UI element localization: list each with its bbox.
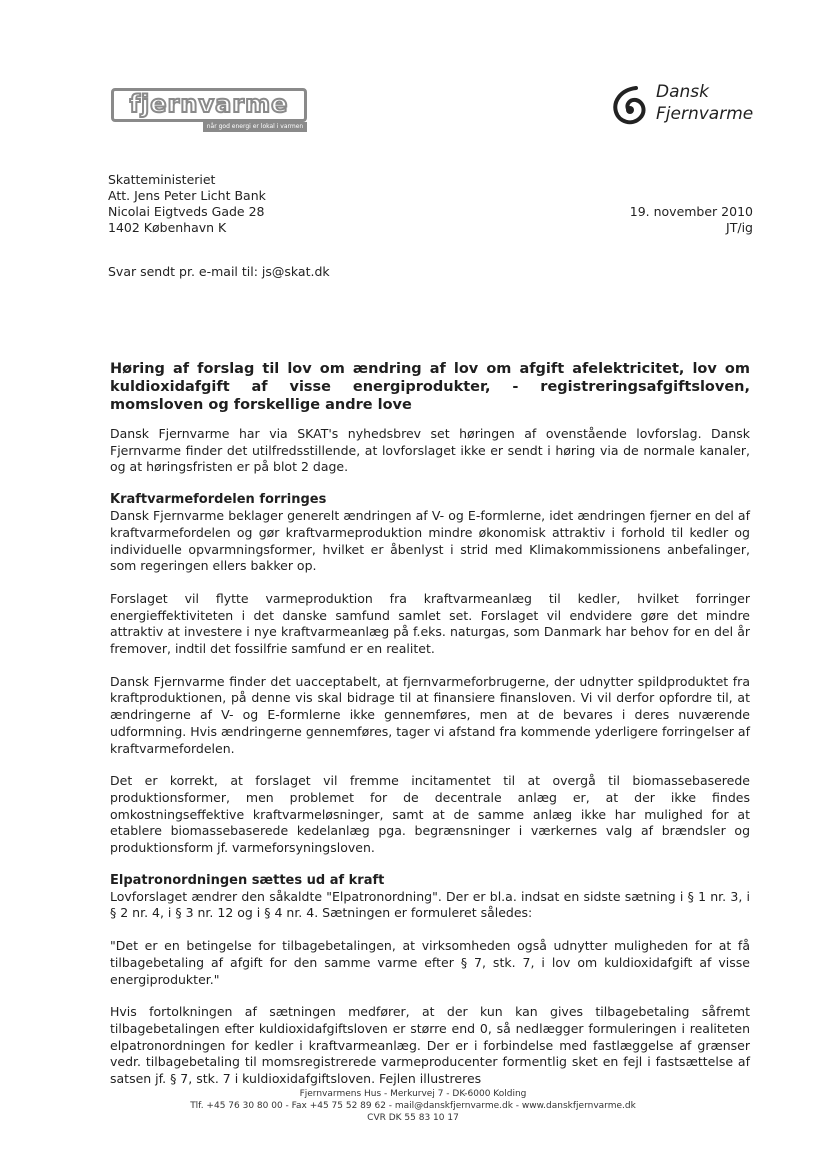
section-heading-elpatron: Elpatronordningen sættes ud af kraft <box>110 872 385 888</box>
date-block <box>630 204 753 236</box>
recipient-address <box>108 172 266 236</box>
paragraph: Hvis fortolkningen af sætningen medfører, at der kun kan gives tilbagebetaling såfremt tilbagebetalingen efter kuldioxidafgiftsloven er større end 0, så nedlægger formuleringen i realiteten elpatronordningen for kedler i kraftvarmeanlæg. Der er i forbindelse med fastlæggelse af grænser vedr. tilbagebetaling til momsregistrerede varmeproducenter formentlig sket en fejl i fastsættelse af satsen jf. § 7, stk. 7 i kuldioxidafgiftsloven. Fejlen illustreres <box>110 1004 750 1087</box>
letter-footer <box>0 1088 826 1124</box>
address-line: Nicolai Eigtveds Gade 28 <box>108 204 265 219</box>
letter-title: Høring af forslag til lov om ændring af lov om afgift afelektricitet, lov om kuldioxidafgift af visse energiprodukter, - registreringsafgiftsloven, momsloven og forskellige andre love <box>110 361 750 413</box>
paragraph: Forslaget vil flytte varmeproduktion fra kraftvarmeanlæg til kedler, hvilket forringer energieffektiviteten i det danske samfund samlet set. Forslaget vil endvidere gøre det mindre attraktiv at investere i nye kraftvarmeanlæg på f.eks. naturgas, som Danmark har behov for en del år fremover, indtil det fossilfrie samfund er en realitet. <box>110 590 750 657</box>
letter-body <box>110 360 750 1088</box>
swirl-logo-icon <box>610 84 650 128</box>
section-heading-kraftvarme: Kraftvarmefordelen forringes <box>110 492 327 508</box>
paragraph: Det er korrekt, at forslaget vil fremme incitamentet til at overgå til biomassebaserede produktionsformer, men problemet for de decentrale anlæg er, at der ikke findes omkostningseffektive kraftvarmeløsninger, samt at de samme anlæg ikke har mulighed for at etablere biomassebaserede kedelanlæg pga. begrænsninger i værkernes valg af brændsler og produktionsform jf. varmeforsyningsloven. <box>110 773 750 856</box>
quote-paragraph: "Det er en betingelse for tilbagebetalingen, at virksomheden også udnytter muligheden for at få tilbagebetaling af afgift for den samme varme efter § 7, stk. 7, i lov om kuldioxidafgift af visse energiprodukter." <box>110 938 750 987</box>
paragraph: Lovforslaget ændrer den såkaldte "Elpatronordning". Der er bl.a. indsat en sidste sætning i § 1 nr. 3, i § 2 nr. 4, i § 3 nr. 12 og i § 4 nr. 4. Sætningen er formuleret således: <box>110 888 750 921</box>
address-line: 1402 København K <box>108 220 227 235</box>
address-line: Skatteministeriet <box>108 172 216 187</box>
logo-text-dansk: Dansk <box>656 82 709 102</box>
fjernvarme-logo <box>111 88 307 134</box>
logo-text-fjernvarme: Fjernvarme <box>656 104 754 124</box>
footer-address: Fjernvarmens Hus - Merkurvej 7 - DK-6000 Kolding <box>299 1089 527 1099</box>
dansk-fjernvarme-logo <box>610 78 760 134</box>
letter-date: 19. november 2010 <box>629 204 753 219</box>
footer-cvr: CVR DK 55 83 10 17 <box>367 1113 459 1123</box>
intro-paragraph: Dansk Fjernvarme har via SKAT's nyhedsbrev set høringen af ovenstående lovforslag. Dansk Fjernvarme finder det utilfredsstillende, at lovforslaget ikke er sendt i høring via de normale kanaler, og at høringsfristen er på blot 2 dage. <box>110 426 750 475</box>
logo-wordmark: fjernvarme <box>111 88 307 122</box>
address-line: Att. Jens Peter Licht Bank <box>108 188 266 203</box>
footer-contact: Tlf. +45 76 30 80 00 - Fax +45 75 52 89 62 - mail@danskfjernvarme.dk - www.danskfjernvarme.dk <box>190 1101 636 1111</box>
reply-note: Svar sendt pr. e-mail til: js@skat.dk <box>108 264 330 279</box>
logo-tagline: når god energi er lokal i varmen <box>203 122 307 132</box>
paragraph: Dansk Fjernvarme beklager generelt ændringen af V- og E-formlerne, idet ændringen fjerner en del af kraftvarmefordelen og gør kraftvarmeproduktion mindre økonomisk attraktiv i forhold til kedler og individuelle opvarmningsformer, hvilket er åbenlyst i strid med Klimakommissionens anbefalinger, som regeringen ellers bakker op. <box>110 508 750 574</box>
letter-initials: JT/ig <box>726 220 753 235</box>
paragraph: Dansk Fjernvarme finder det uacceptabelt, at fjernvarmeforbrugerne, der udnytter spildproduktet fra kraftproduktionen, på denne vis skal bidrage til at finansiere finansloven. Vi vil derfor opfordre til, at ændringerne af V- og E-formlerne ikke gennemføres, men at de bevares i deres nuværende udformning. Hvis ændringerne gennemføres, tager vi afstand fra kommende yderligere forringelser af kraftvarmefordelen. <box>110 673 750 756</box>
